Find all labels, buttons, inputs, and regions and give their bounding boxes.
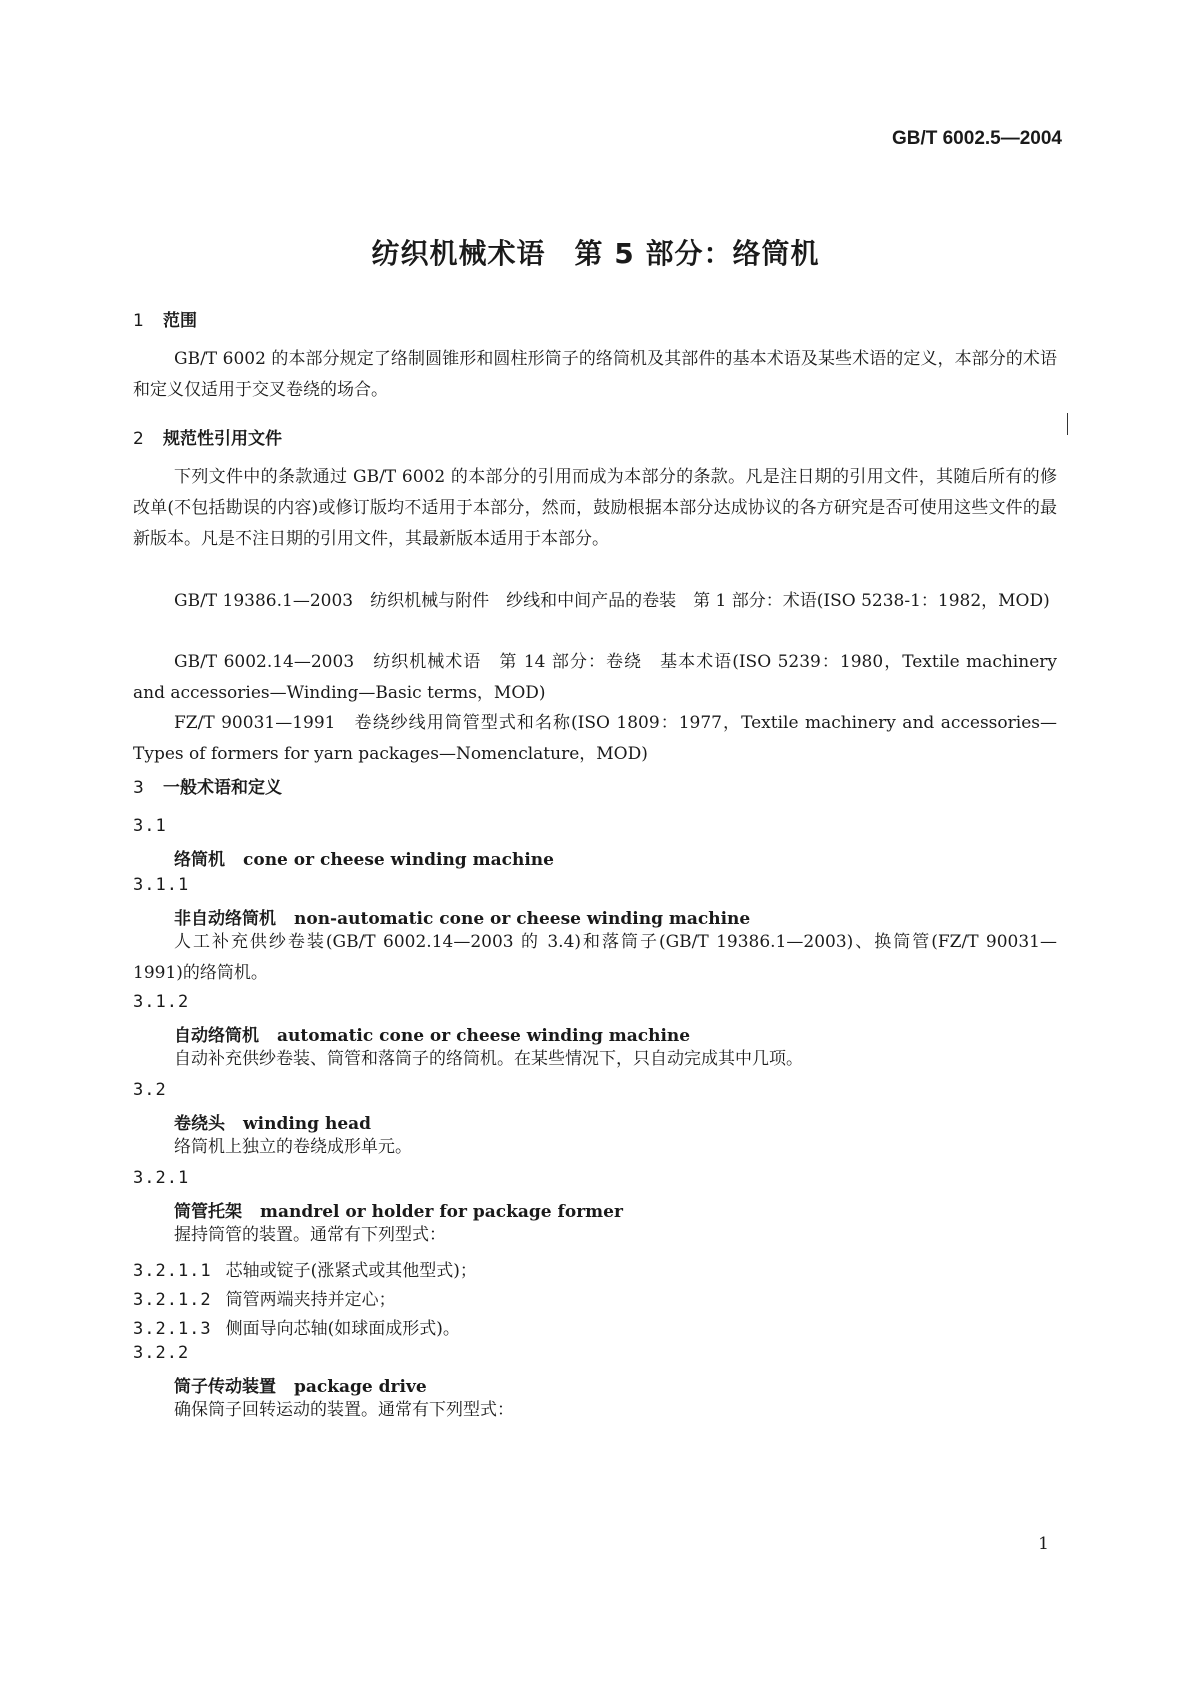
term-entry: [174, 1021, 690, 1046]
term-definition: 自动补充供纱卷装、筒管和落筒子的络筒机。在某些情况下，只自动完成其中几项。: [174, 1049, 803, 1069]
clause-number: 3.1: [133, 816, 167, 836]
sub-item-number: 3.2.1.2: [133, 1290, 212, 1310]
term-english: winding head: [243, 1114, 372, 1134]
section-heading-1: [133, 306, 197, 331]
scope-paragraph: GB/T 6002 的本部分规定了络制圆锥形和圆柱形筒子的络筒机及其部件的基本术语及某些术语的定义，本部分的术语和定义仅适用于交叉卷绕的场合。: [133, 349, 1057, 400]
term-chinese: 筒子传动装置: [174, 1377, 276, 1397]
normative-references-paragraph: 下列文件中的条款通过 GB/T 6002 的本部分的引用而成为本部分的条款。凡是注日期的引用文件，其随后所有的修改单(不包括勘误的内容)或修订版均不适用于本部分，然而，鼓励根据本部分达成协议的各方研究是否可使用这些文件的最新版本。凡是不注日期的引用文件，其最新版本适用于本部分。: [133, 467, 1057, 549]
clause-number: 3.2: [133, 1080, 167, 1100]
term-chinese: 络筒机: [174, 850, 225, 870]
term-english: package drive: [294, 1377, 427, 1397]
sub-item-number: 3.2.1.3: [133, 1319, 212, 1339]
term-chinese: 非自动络筒机: [174, 909, 276, 929]
term-definition: 握持筒管的装置。通常有下列型式：: [174, 1225, 446, 1245]
term-entry: [174, 1372, 427, 1397]
section-title: 规范性引用文件: [163, 429, 282, 449]
term-entry: [174, 1197, 623, 1222]
page-number: 1: [1038, 1534, 1049, 1554]
sub-item: [133, 1314, 460, 1339]
reference-item: GB/T 19386.1—2003 纺织机械与附件 纱线和中间产品的卷装 第 1 部分：术语(ISO 5238-1：1982，MOD): [174, 591, 1050, 611]
term-english: mandrel or holder for package former: [260, 1202, 623, 1222]
section-number: 3: [133, 778, 144, 798]
clause-number: 3.2.2: [133, 1343, 190, 1363]
section-heading-3: [133, 773, 282, 798]
clause-number: 3.1.1: [133, 875, 190, 895]
term-entry: [174, 904, 750, 929]
sub-item-number: 3.2.1.1: [133, 1261, 212, 1281]
term-definition: 人工补充供纱卷装(GB/T 6002.14—2003 的 3.4)和落筒子(GB/T 19386.1—2003)、换筒管(FZ/T 90031—1991)的络筒机。: [133, 932, 1057, 983]
term-chinese: 卷绕头: [174, 1114, 225, 1134]
sub-item-text: 筒管两端夹持并定心；: [225, 1290, 396, 1310]
term-definition: 络筒机上独立的卷绕成形单元。: [174, 1137, 412, 1157]
clause-number: 3.2.1: [133, 1168, 190, 1188]
document-title: 纺织机械术语 第 5 部分：络筒机: [371, 237, 820, 270]
term-chinese: 自动络筒机: [174, 1026, 259, 1046]
section-number: 1: [133, 311, 144, 331]
term-english: non-automatic cone or cheese winding machine: [294, 909, 751, 929]
section-title: 一般术语和定义: [163, 778, 282, 798]
reference-item: FZ/T 90031—1991 卷绕纱线用筒管型式和名称(ISO 1809：1977，Textile machinery and accessories—Types of formers for yarn packages—Nomenclature，MOD): [133, 713, 1057, 764]
sub-item: [133, 1256, 477, 1281]
term-english: automatic cone or cheese winding machine: [277, 1026, 691, 1046]
reference-item: GB/T 6002.14—2003 纺织机械术语 第 14 部分：卷绕 基本术语(ISO 5239：1980，Textile machinery and accessories—Winding—Basic terms，MOD): [133, 652, 1057, 703]
section-title: 范围: [163, 311, 197, 331]
section-heading-2: [133, 424, 282, 449]
section-number: 2: [133, 429, 144, 449]
term-chinese: 筒管托架: [174, 1202, 242, 1222]
sub-item-text: 芯轴或锭子(涨紧式或其他型式)；: [225, 1261, 477, 1281]
term-entry: [174, 845, 554, 870]
term-entry: [174, 1109, 371, 1134]
sub-item-text: 侧面导向芯轴(如球面成形式)。: [225, 1319, 460, 1339]
revision-change-bar: [1067, 413, 1068, 435]
standard-number: GB/T 6002.5—2004: [891, 128, 1062, 149]
term-english: cone or cheese winding machine: [243, 850, 554, 870]
term-definition: 确保筒子回转运动的装置。通常有下列型式：: [174, 1400, 514, 1420]
clause-number: 3.1.2: [133, 992, 190, 1012]
sub-item: [133, 1285, 396, 1310]
